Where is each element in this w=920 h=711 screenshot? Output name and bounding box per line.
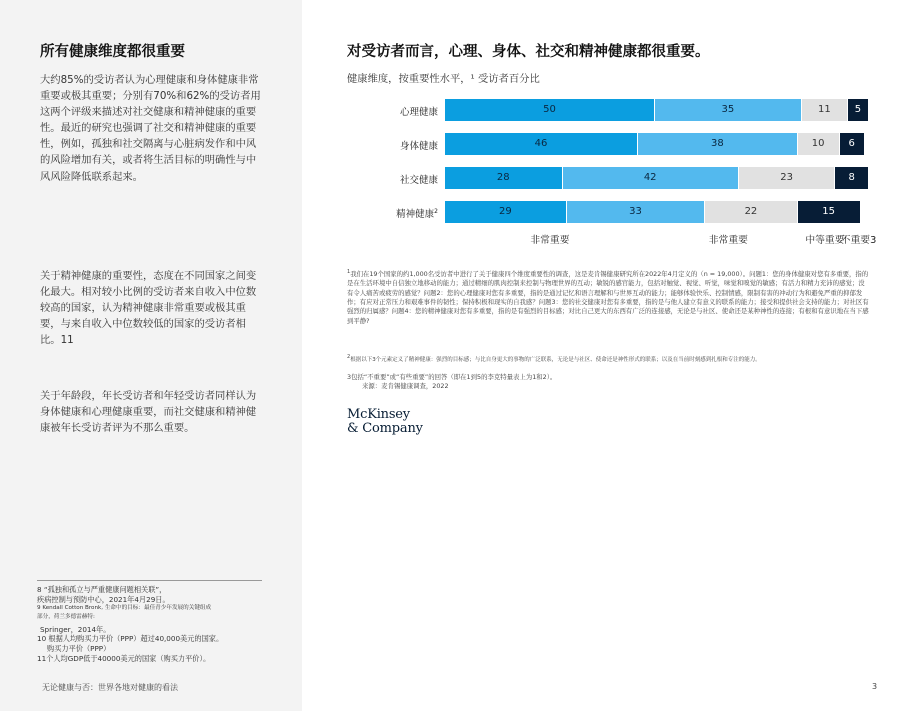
- bar-segment-social-1: 42: [563, 167, 738, 189]
- footnote-divider: [37, 580, 262, 581]
- page-number: 3: [872, 682, 878, 691]
- row-label-physical: 身体健康: [399, 141, 438, 152]
- legend-label-0: 非常重要: [530, 235, 570, 246]
- row-label-social: 社交健康: [399, 175, 438, 186]
- legend-label-1: 非常重要: [708, 235, 748, 246]
- logo-line-1: McKinsey: [347, 407, 410, 422]
- bar-segment-physical-3: 6: [840, 133, 864, 155]
- section-title: 所有健康维度都很重要: [40, 44, 185, 60]
- bar-segment-mental-1: 35: [655, 99, 801, 121]
- chart-footnote-1: $^1$我们在19个国家的约1,000名受访者中进行了关于健康四个维度重要性的调查，这是麦肯锡健康研究所在2022年4月定义的（n = 19,000）。问题1：您的身体健康对您有多重要，指的是在生活环境中自信独立地移动的能力；通过精细的肌肉控制来控制与物理世界的互动；敏锐的感官能力，包括对触觉、视觉、听觉，味觉和嗅觉的敏感；有活力和精力充沛的感觉；没有令人痛苦或疲劳的感觉？问题2：您的心理健康对您有多重要，指的是通过记忆和语言理解和与世界互动的能力；能够体验快乐、控制情感，限制有害的冲动行为和避免严重的抑郁发作；有应对正常压力和艰难事件的韧性；保持积极和现实的自我感？问题3：您的社交健康对您有多重要，指的是与他人建立有意义的联系的能力；接受和提供社会支持的能力；对社区有强烈的归属感？问题4：您的精神健康对您有多重要，指的是有强烈的目标感；对比自己更大的东西有广泛的连接感，无论是与社区、使命还是某种神性的连接；有根和有意识地在当下感到平静?: [347, 269, 869, 325]
- footer-text: 无论健康与否：世界各地对健康的看法: [42, 683, 178, 692]
- bar-segment-social-2: 23: [739, 167, 835, 189]
- row-label-mental: 心理健康: [399, 107, 438, 118]
- left-panel: [0, 0, 302, 711]
- chart-source: 来源：麦肯锡健康调查，2022: [362, 382, 449, 390]
- footnote-9-line3: Springer，2014年。: [40, 625, 111, 634]
- bar-segment-mental-0: 50: [445, 99, 654, 121]
- body-paragraph-3: 关于年龄段，年长受访者和年轻受访者同样认为身体健康和心理健康重要，而社交健康和精神健康被年长受访者评为不那么重要。: [40, 390, 257, 435]
- bar-segment-spiritual-1: 33: [567, 201, 705, 223]
- mckinsey-logo: [347, 408, 423, 436]
- row-label-spiritual: 精神健康$^2$: [396, 207, 438, 220]
- footnote-11: 11个人均GDP低于40000美元的国家（购买力平价）。: [37, 654, 211, 663]
- bar-segment-mental-2: 11: [802, 99, 847, 121]
- chart-title: 对受访者而言，心理、身体、社交和精神健康都很重要。: [347, 44, 710, 60]
- bar-segment-spiritual-3: 15: [798, 201, 860, 223]
- bar-segment-social-0: 28: [445, 167, 562, 189]
- footnote-8-line2: 疾病控制与预防中心，2021年4月29日。: [37, 595, 170, 604]
- footnote-10-line2: 购买力平价（PPP）: [47, 644, 111, 653]
- legend-label-3: 不重要3: [840, 235, 877, 246]
- body-paragraph-1: 大约85%的受访者认为心理健康和身体健康非常重要或极其重要；分别有70%和62%的受访者用这两个评级来描述对社交健康和精神健康的重要性。最近的研究也强调了社交和精神健康的重要性，例如，孤独和社交隔离与心脏病发作和中风的风险增加有关，或者将生活目标的明确性与中风风险降低联系起来。: [40, 74, 261, 183]
- bar-segment-spiritual-0: 29: [445, 201, 566, 223]
- footnote-8-line1: 8 “孤独和孤立与严重健康问题相关联”，: [37, 585, 167, 594]
- bar-segment-physical-2: 10: [798, 133, 839, 155]
- footnote-9-line2: 部分，荷兰多德雷赫特:: [37, 614, 95, 620]
- bar-segment-physical-1: 38: [638, 133, 797, 155]
- logo-line-2: & Company: [347, 421, 423, 436]
- bar-segment-physical-0: 46: [445, 133, 637, 155]
- body-paragraph-2: 关于精神健康的重要性，态度在不同国家之间变化最大。相对较小比例的受访者来自收入中位数较高的国家，认为精神健康非常重要或极其重要，与来自收入中位数较低的国家的受访者相比。11: [40, 270, 257, 347]
- bar-segment-mental-3: 5: [848, 99, 868, 121]
- legend-label-2: 中等重要: [805, 235, 845, 246]
- chart-footnote-3: 3包括“不重要”或“有些重要”的回答（即在1到5的李克特量表上为1和2）。: [347, 373, 557, 381]
- chart-footnote-2: $^2$根据以下3个元素定义了精神健康：强烈的目标感；与比自身更大的事物的广泛联系，无论是与社区、使命还是神性形式的联系；以及在当前时刻感到扎根和专注的能力。: [347, 354, 761, 363]
- footnote-9-line1: 9 Kendall Cotton Bronk, 生命中的目标：最佳青少年发展的关键组成: [37, 605, 212, 611]
- bar-segment-social-3: 8: [835, 167, 868, 189]
- chart-subtitle: 健康维度，按重要性水平，¹ 受访者百分比: [347, 73, 540, 85]
- bar-segment-spiritual-2: 22: [705, 201, 796, 223]
- footnote-10-line1: 10 根据人均购买力平价（PPP）超过40,000美元的国家。: [37, 634, 224, 643]
